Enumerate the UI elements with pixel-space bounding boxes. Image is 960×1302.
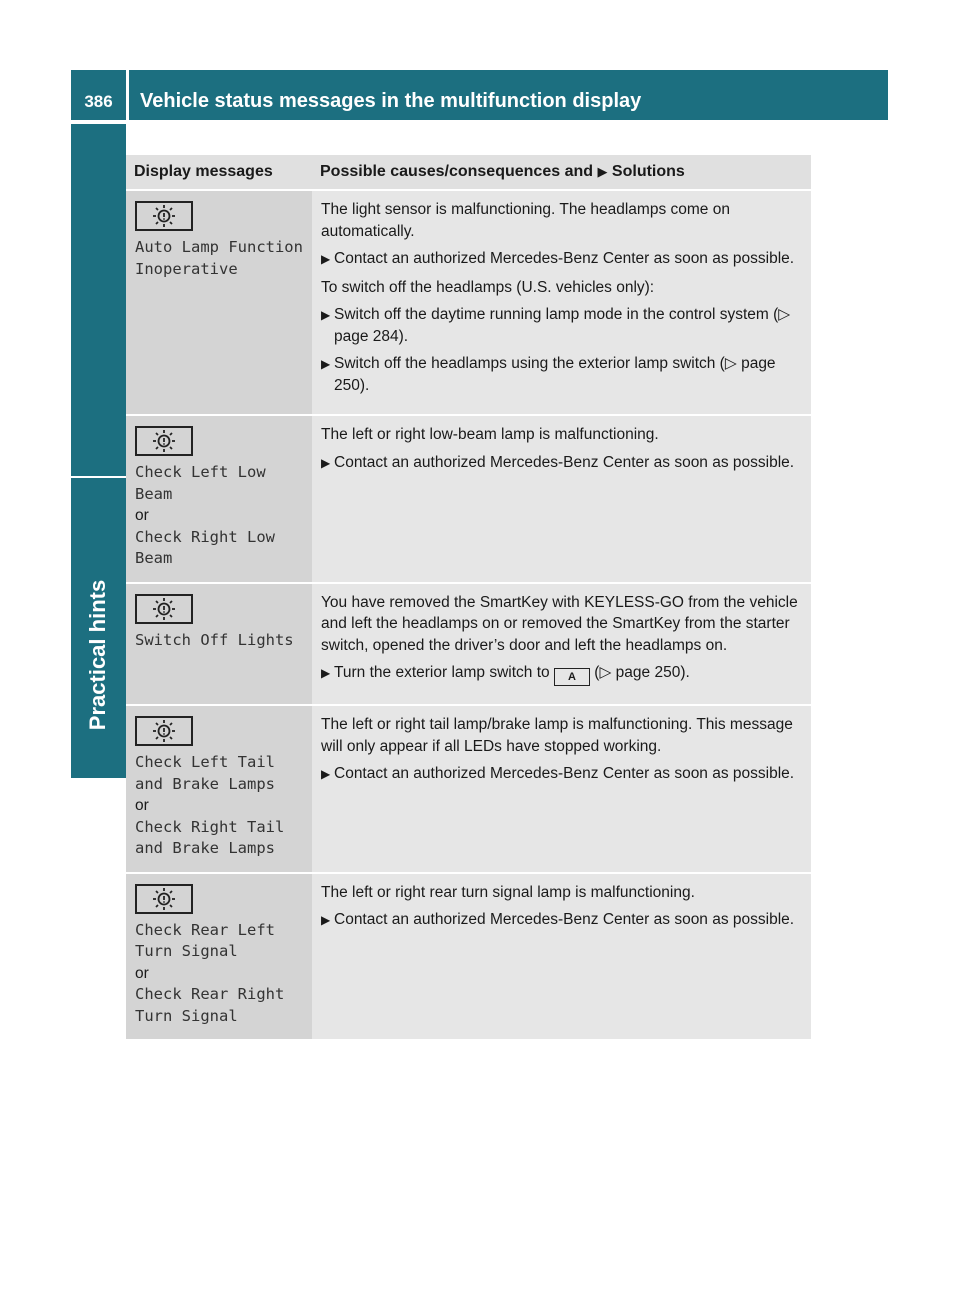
display-message-text: Check Left Tail and Brake Lamps xyxy=(135,753,275,793)
cause-text: The left or right tail lamp/brake lamp is malfunctioning. This message will only appear if all LEDs have stopped working. xyxy=(321,716,793,755)
solution-step xyxy=(321,248,805,271)
or-separator: or xyxy=(135,507,149,524)
solution-step-text xyxy=(334,662,805,686)
table-row xyxy=(126,190,811,415)
display-message-text: Switch Off Lights xyxy=(135,630,294,649)
table-row xyxy=(126,705,811,873)
display-message-cell xyxy=(126,415,312,583)
solution-step-text: Contact an authorized Mercedes-Benz Center as soon as possible. xyxy=(334,250,795,267)
lamp-warning-icon xyxy=(135,426,193,456)
cause-text: The light sensor is malfunctioning. The headlamps come on automatically. xyxy=(321,201,730,240)
solution-cell xyxy=(312,415,811,583)
step-arrow-icon: ▶ xyxy=(321,308,331,322)
solution-cell xyxy=(312,705,811,873)
cause-text: You have removed the SmartKey with KEYLESS-GO from the vehicle and left the headlamps on or removed the SmartKey from the starter switch, opened the driver’s door and left the headlamps on. xyxy=(321,593,798,654)
lamp-warning-icon xyxy=(135,884,193,914)
cause-text: To switch off the headlamps (U.S. vehicles only): xyxy=(321,278,655,296)
solution-step xyxy=(321,763,805,786)
display-message-text-alt: Check Right Low Beam xyxy=(135,527,275,567)
table-row xyxy=(126,415,811,583)
step-arrow-icon: ▶ xyxy=(321,666,331,680)
page-title: Vehicle status messages in the multifunction display xyxy=(129,70,888,120)
cause-text: The left or right rear turn signal lamp is malfunctioning. xyxy=(321,883,695,901)
side-bar-top xyxy=(71,124,126,476)
solution-step-text: Contact an authorized Mercedes-Benz Center as soon as possible. xyxy=(334,765,795,782)
status-messages-table xyxy=(126,155,811,1041)
page-number: 386 xyxy=(71,70,126,120)
solution-step xyxy=(321,304,805,347)
lamp-warning-icon xyxy=(135,201,193,231)
solution-cell xyxy=(312,190,811,415)
display-message-cell xyxy=(126,873,312,1041)
table-header-row xyxy=(126,155,811,190)
solution-step-text: Switch off the headlamps using the exterior lamp switch (▷ page 250). xyxy=(334,355,776,394)
solution-step-text: Contact an authorized Mercedes-Benz Center as soon as possible. xyxy=(334,911,795,928)
step-arrow-icon: ▶ xyxy=(321,767,331,781)
arrow-right-icon: ▶ xyxy=(597,164,608,179)
display-message-text-alt: Check Right Tail and Brake Lamps xyxy=(135,817,285,857)
solution-step-text: Contact an authorized Mercedes-Benz Center as soon as possible. xyxy=(334,453,795,471)
step-arrow-icon: ▶ xyxy=(321,252,331,266)
col-header-solutions-post: Solutions xyxy=(611,163,685,180)
col-header-display: Display messages xyxy=(126,155,312,190)
step-arrow-icon: ▶ xyxy=(321,455,331,470)
cause-text: The left or right low-beam lamp is malfunctioning. xyxy=(321,426,659,443)
display-message-text-alt: Check Rear Right Turn Signal xyxy=(135,985,285,1025)
display-message-cell xyxy=(126,705,312,873)
solution-step xyxy=(321,353,805,396)
display-message-text: Check Left Low Beam xyxy=(135,463,266,503)
solution-step-text: Switch off the daytime running lamp mode in the control system (▷ page 284). xyxy=(334,306,791,345)
solution-step xyxy=(321,662,805,686)
solution-cell xyxy=(312,583,811,706)
solution-step xyxy=(321,452,805,475)
table-row xyxy=(126,873,811,1041)
step-arrow-icon: ▶ xyxy=(321,357,331,371)
table-row xyxy=(126,583,811,706)
display-message-text: Check Rear Left Turn Signal xyxy=(135,920,275,960)
or-separator: or xyxy=(135,797,149,814)
step-text-post: (▷ page 250). xyxy=(594,664,690,681)
solution-step xyxy=(321,909,805,932)
step-arrow-icon: ▶ xyxy=(321,913,331,927)
or-separator: or xyxy=(135,964,149,982)
auto-lamp-switch-icon: A xyxy=(554,668,590,686)
side-tab-label: Practical hints xyxy=(85,579,110,731)
col-header-solutions-pre: Possible causes/consequences and xyxy=(320,163,594,180)
display-message-text: Auto Lamp Function Inoperative xyxy=(135,238,303,278)
col-header-solutions xyxy=(312,155,811,190)
solution-cell xyxy=(312,873,811,1041)
lamp-warning-icon xyxy=(135,716,193,746)
lamp-warning-icon xyxy=(135,594,193,624)
step-text-pre: Turn the exterior lamp switch to xyxy=(334,664,550,681)
display-message-cell xyxy=(126,190,312,415)
display-message-cell xyxy=(126,583,312,706)
